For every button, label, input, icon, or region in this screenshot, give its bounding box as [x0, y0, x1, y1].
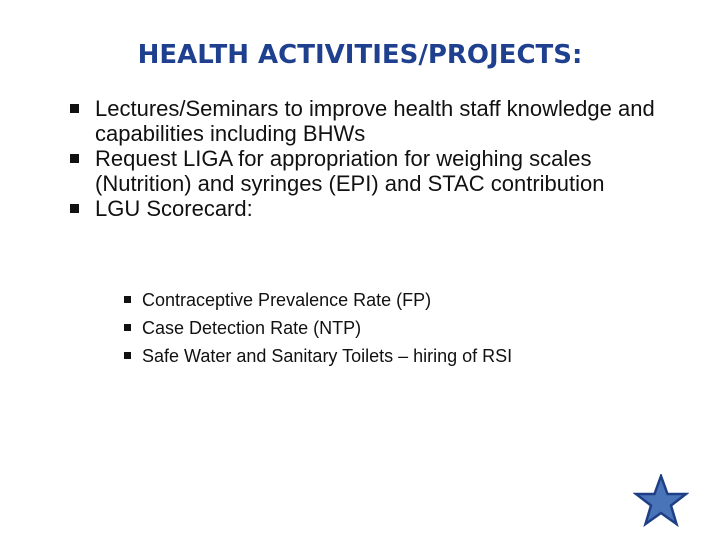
sub-bullet-text-safe-water: Safe Water and Sanitary Toilets – hiring of RSI — [142, 346, 513, 366]
bullet-text-lgu-scorecard: LGU Scorecard: — [95, 196, 253, 221]
star-shape — [636, 476, 686, 524]
sub-bullet-text-cpr: Contraceptive Prevalence Rate (FP) — [142, 290, 432, 310]
bullet-item — [70, 146, 670, 196]
square-bullet-icon — [124, 324, 131, 331]
bullet-item — [70, 196, 670, 221]
bullet-text-request-liga: Request LIGA for appropriation for weighing scales (Nutrition) and syringes (EPI) and STAC contribution — [95, 146, 605, 196]
bullet-list — [70, 96, 670, 221]
sub-bullet-item — [124, 342, 684, 370]
slide-title: HEALTH ACTIVITIES/PROJECTS: — [137, 40, 583, 70]
bullet-item — [70, 96, 670, 146]
sub-bullet-item — [124, 314, 684, 342]
square-bullet-icon — [70, 204, 79, 213]
square-bullet-icon — [124, 352, 131, 359]
star-icon — [633, 474, 689, 530]
sub-bullet-item — [124, 286, 684, 314]
square-bullet-icon — [124, 296, 131, 303]
sub-bullet-list — [124, 286, 684, 370]
bullet-text-lectures: Lectures/Seminars to improve health staff knowledge and capabilities including BHWs — [95, 96, 655, 146]
square-bullet-icon — [70, 104, 79, 113]
sub-bullet-text-cdr: Case Detection Rate (NTP) — [142, 318, 362, 338]
square-bullet-icon — [70, 154, 79, 163]
